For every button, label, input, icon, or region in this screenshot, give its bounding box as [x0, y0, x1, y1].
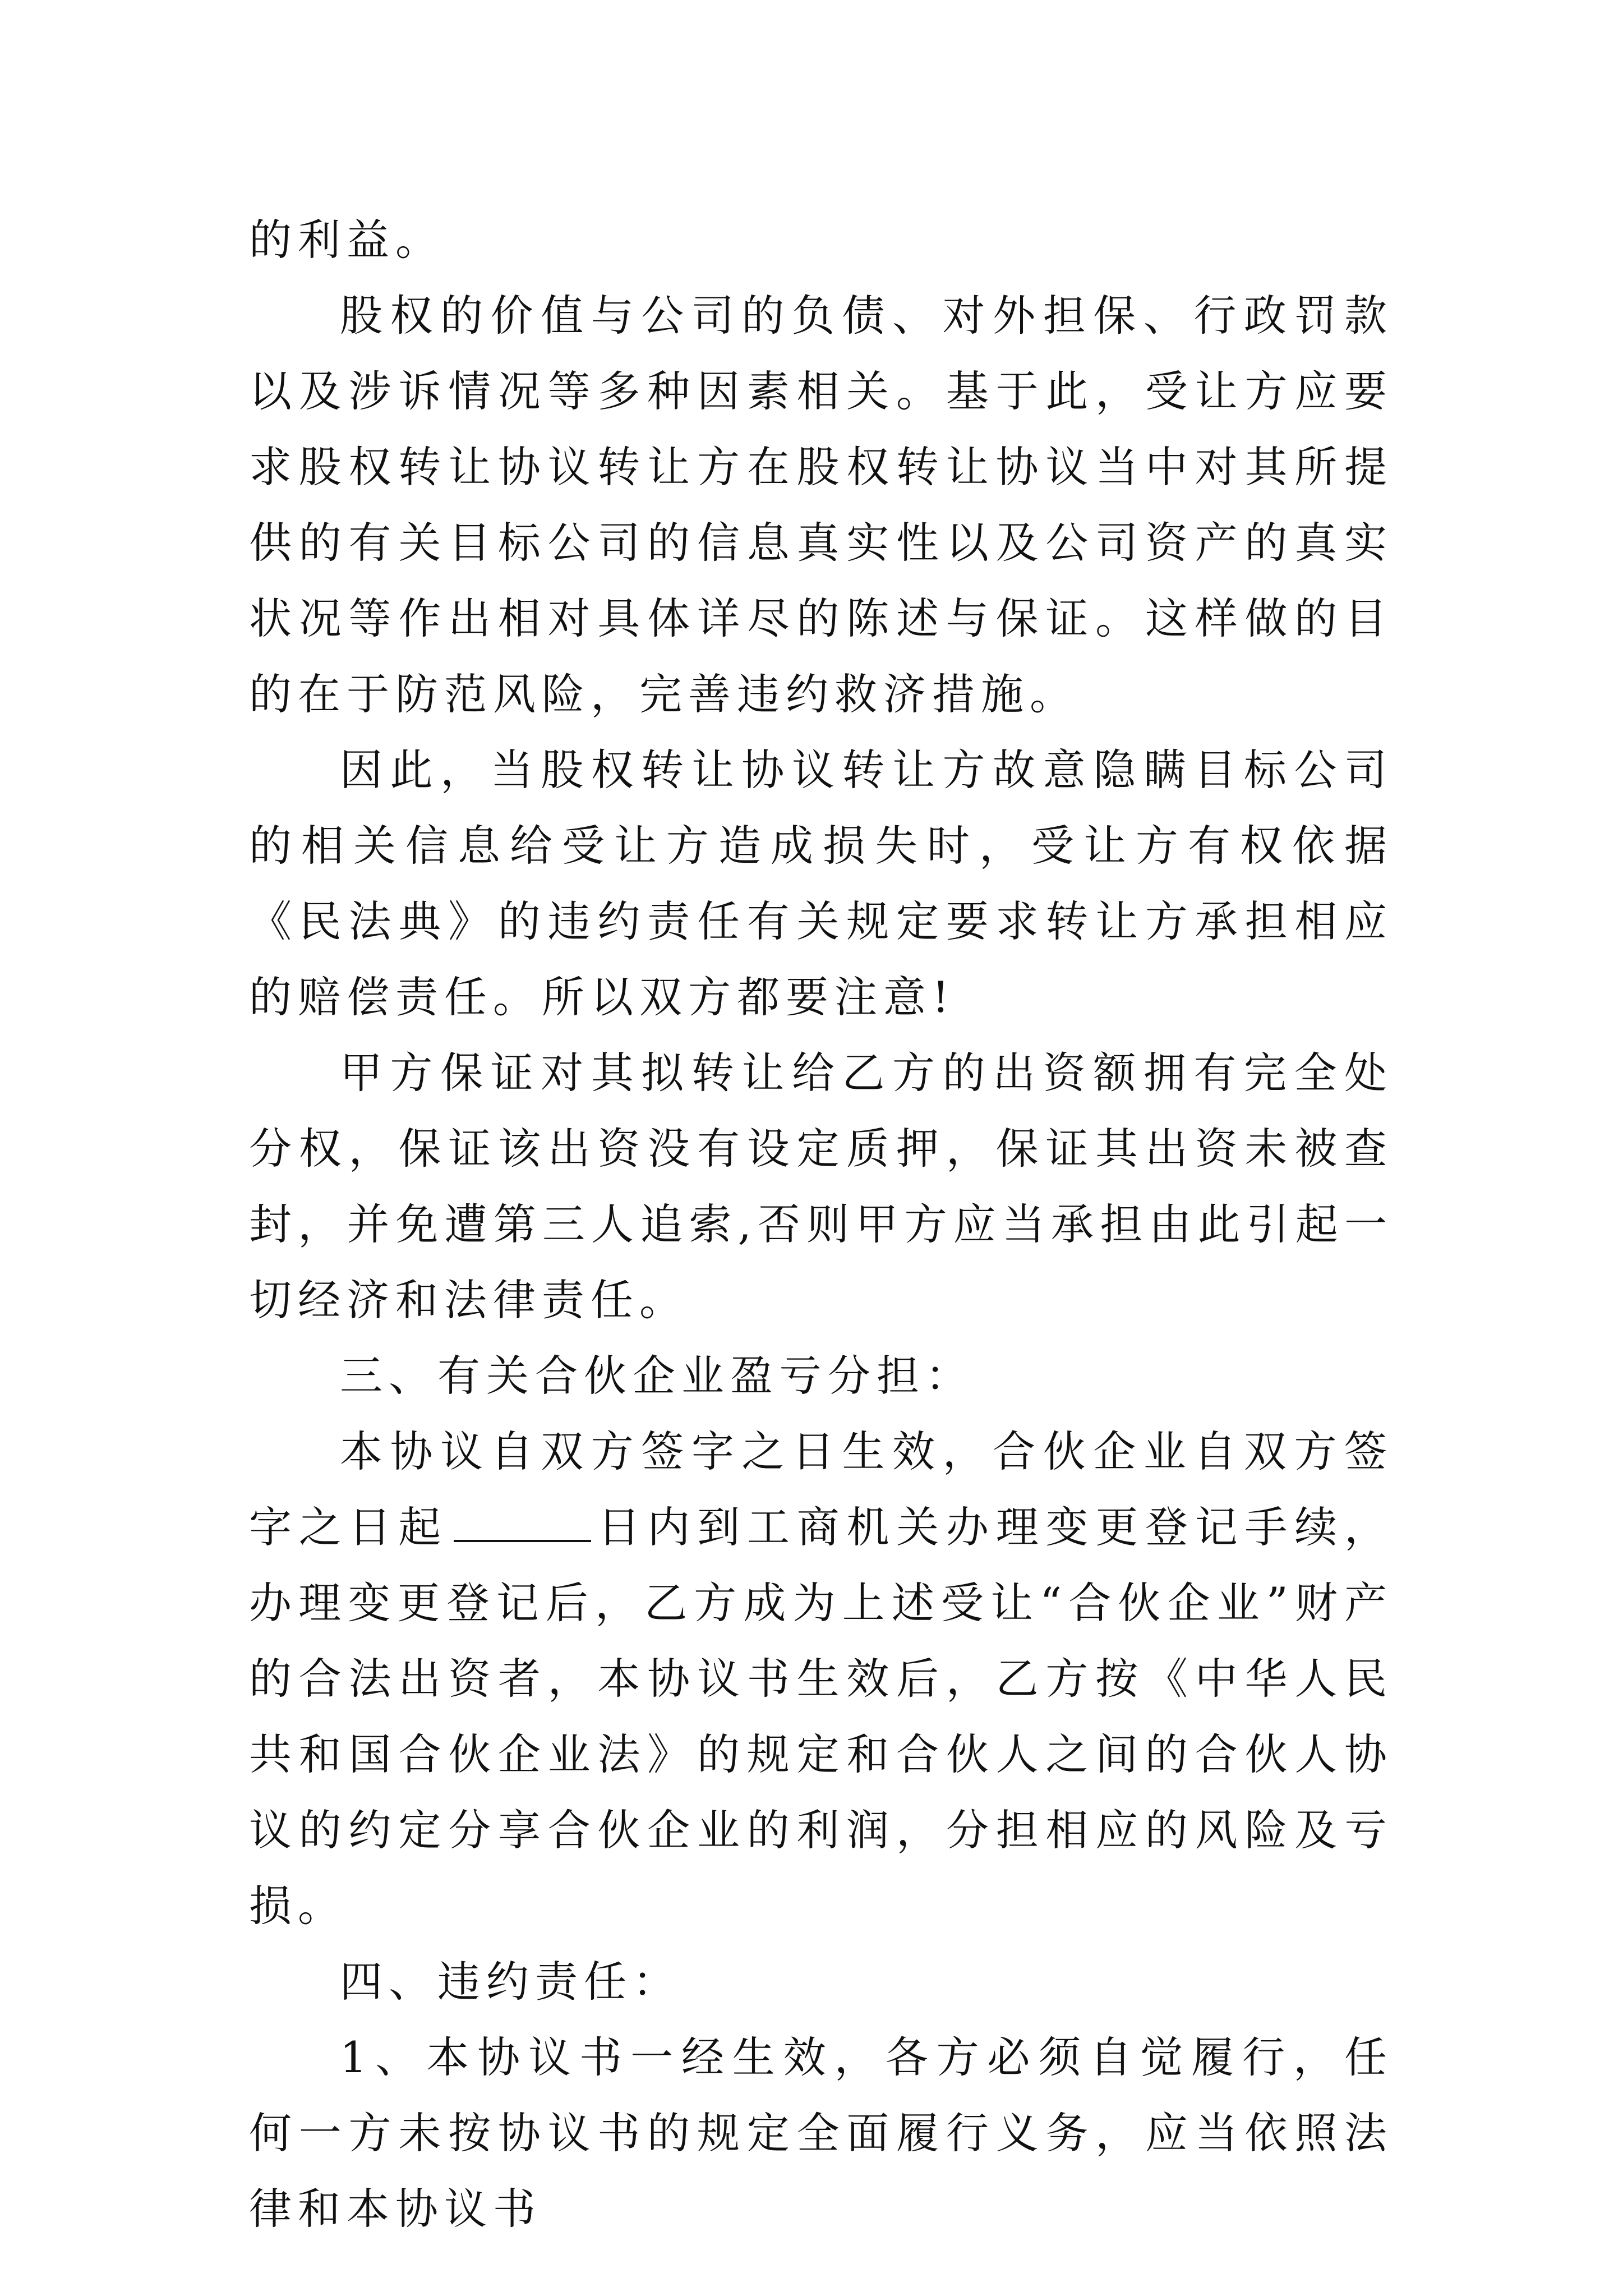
- document-body: [249, 202, 1393, 2247]
- paragraph-6: [249, 1414, 1393, 1944]
- paragraph-6-after-blank: 日内到工商机关办理变更登记手续，办理变更登记后，乙方成为上述受让“合伙企业”财产的合法出资者，本协议书生效后，乙方按《中华人民共和国合伙企业法》的规定和合伙人之间的合伙人协议的约定分享合伙企业的利润，分担相应的风险及亏损。: [249, 1502, 1393, 1931]
- fill-in-blank: [454, 1538, 591, 1542]
- paragraph-1: 的利益。: [249, 215, 444, 265]
- paragraph-2: 股权的价值与公司的负债、对外担保、行政罚款以及涉诉情况等多种因素相关。基于此，受让方应要求股权转让协议转让方在股权转让协议当中对其所提供的有关目标公司的信息真实性以及公司资产的真实状况等作出相对具体详尽的陈述与保证。这样做的目的在于防范风险，完善违约救济措施。: [249, 291, 1393, 719]
- paragraph-4: 甲方保证对其拟转让给乙方的出资额拥有完全处分权，保证该出资没有设定质押，保证其出资未被查封，并免遭第三人追索,否则甲方应当承担由此引起一切经济和法律责任。: [249, 1048, 1393, 1325]
- section-heading-3: 三、有关合伙企业盈亏分担：: [340, 1351, 974, 1401]
- section-heading-4: 四、违约责任：: [340, 1957, 681, 2007]
- paragraph-6-before-blank: 本协议自双方签字之日生效，合伙企业自双方签字之日起: [249, 1427, 1393, 1552]
- paragraph-8: 1、本协议书一经生效，各方必须自觉履行，任何一方未按协议书的规定全面履行义务，应当依照法律和本协议书: [249, 2032, 1393, 2234]
- paragraph-3: 因此，当股权转让协议转让方故意隐瞒目标公司的相关信息给受让方造成损失时，受让方有权依据《民法典》的违约责任有关规定要求转让方承担相应的赔偿责任。所以双方都要注意!: [249, 745, 1393, 1022]
